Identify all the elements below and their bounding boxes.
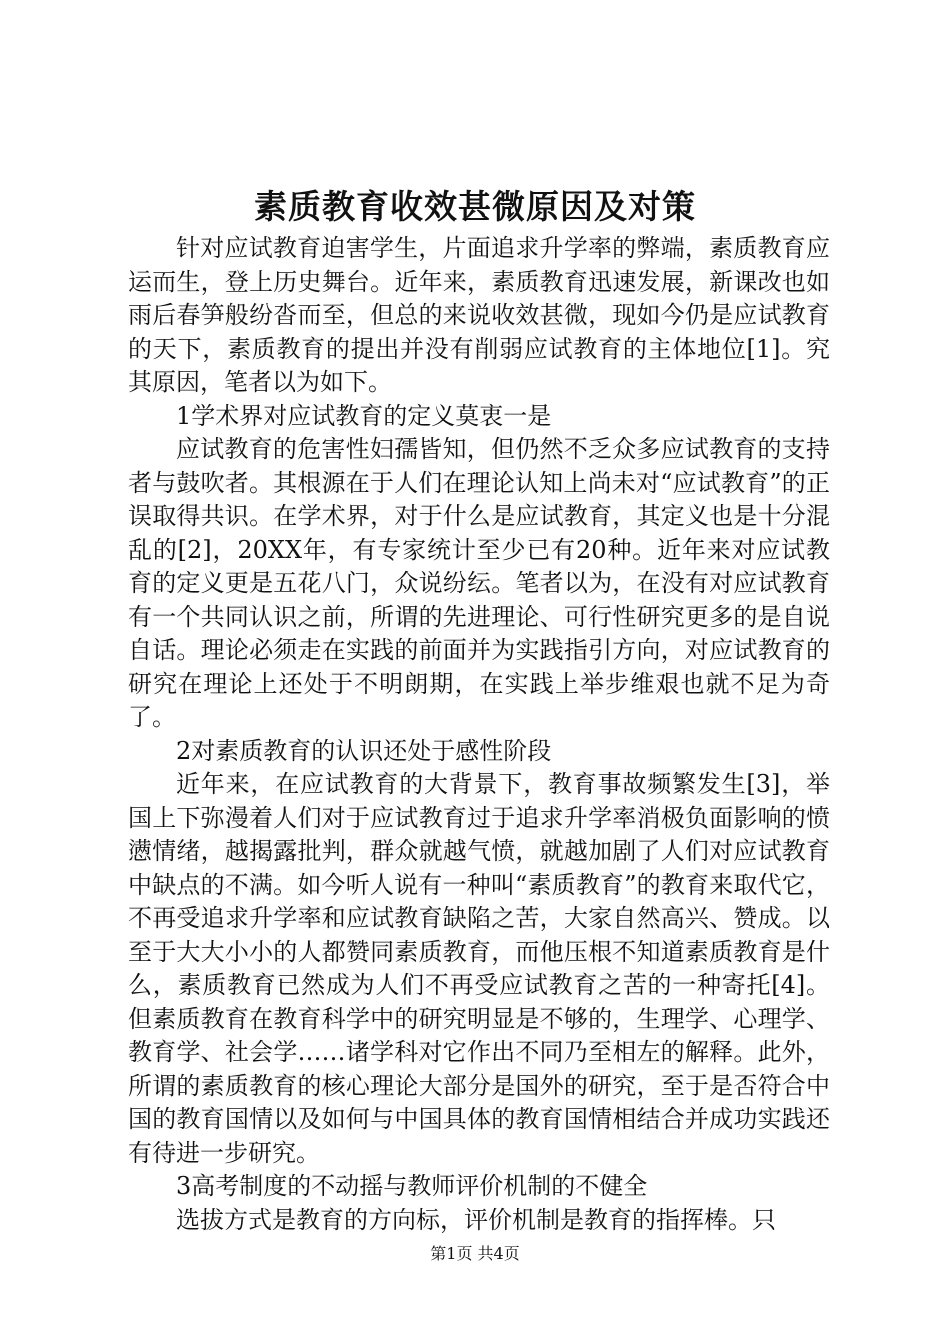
document-body [128, 232, 830, 1237]
paragraph-section-3: 选拔方式是教育的方向标，评价机制是教育的指挥棒。只 [176, 1205, 776, 1234]
paragraph-section-2: 近年来，在应试教育的大背景下，教育事故频繁发生[3]，举国上下弥漫着人们对于应试教育过于追求升学率消极负面影响的愤懑情绪，越揭露批判，群众就越气愤，就越加剧了人们对应试教育中缺点的不满。如今听人说有一种叫“素质教育”的教育来取代它，不再受追求升学率和应试教育缺陷之苦，大家自然高兴、赞成。以至于大大小小的人都赞同素质教育，而他压根不知道素质教育是什么，素质教育已然成为人们不再受应试教育之苦的一种寄托[4]。但素质教育在教育科学中的研究明显是不够的，生理学、心理学、教育学、社会学……诸学科对它作出不同乃至相左的解释。此外，所谓的素质教育的核心理论大部分是国外的研究，至于是否符合中国的教育国情以及如何与中国具体的教育国情相结合并成功实践还有待进一步研究。 [128, 770, 830, 1167]
paragraph-intro: 针对应试教育迫害学生，片面追求升学率的弊端，素质教育应运而生，登上历史舞台。近年来，素质教育迅速发展，新课改也如雨后春笋般纷沓而至，但总的来说收效甚微，现如今仍是应试教育的天下，素质教育的提出并没有削弱应试教育的主体地位[1]。究其原因，笔者以为如下。 [128, 234, 830, 396]
page-number-footer: 第1页 共4页 [430, 1244, 520, 1263]
paragraph-section-1: 应试教育的危害性妇孺皆知，但仍然不乏众多应试教育的支持者与鼓吹者。其根源在于人们在理论认知上尚未对“应试教育”的正误取得共识。在学术界，对于什么是应试教育，其定义也是十分混乱的[2]，20XX年，有专家统计至少已有20种。近年来对应试教育的定义更是五花八门，众说纷纭。笔者以为，在没有对应试教育有一个共同认识之前，所谓的先进理论、可行性研究更多的是自说自话。理论必须走在实践的前面并为实践指引方向，对应试教育的研究在理论上还处于不明朗期，在实践上举步维艰也就不足为奇了。 [128, 435, 830, 731]
section-heading-1: 1学术界对应试教育的定义莫衷一是 [176, 401, 552, 430]
section-heading-2: 2对素质教育的认识还处于感性阶段 [176, 736, 552, 765]
section-heading-3: 3高考制度的不动摇与教师评价机制的不健全 [176, 1172, 648, 1200]
document-title: 素质教育收效甚微原因及对策 [254, 187, 696, 226]
